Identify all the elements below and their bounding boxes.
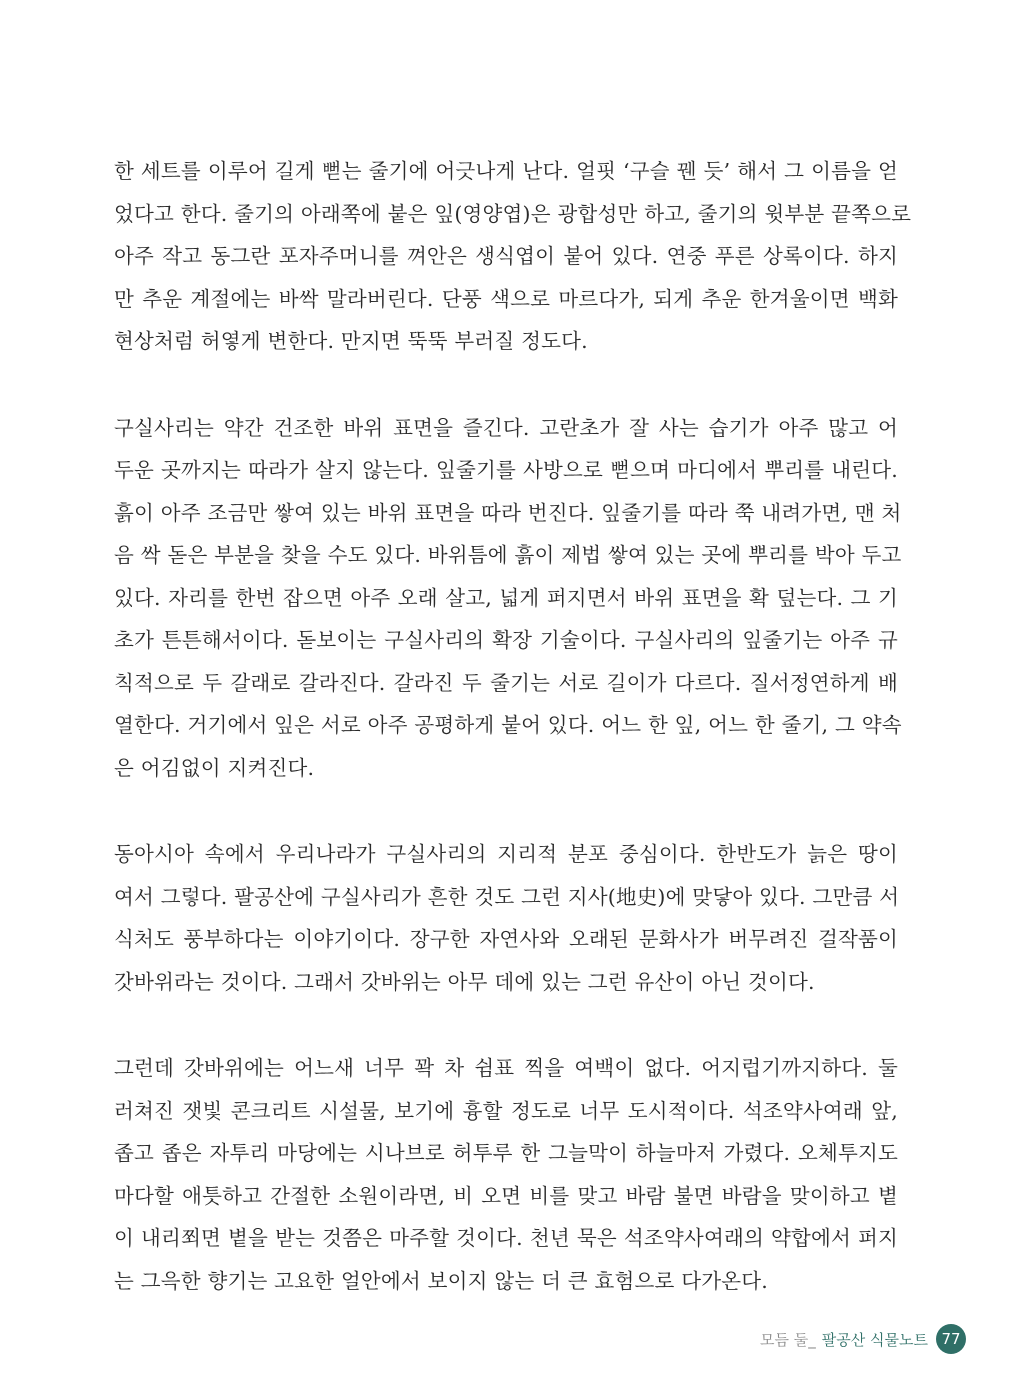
text-line: 는 그윽한 향기는 고요한 얼안에서 보이지 않는 더 큰 효험으로 다가온다. [114, 1268, 768, 1293]
paragraph-3 [114, 833, 898, 1003]
text-line: 구실사리는 약간 건조한 바위 표면을 즐긴다. 고란초가 잘 사는 습기가 아주 많고 어 [114, 415, 898, 440]
text-line: 마다할 애틋하고 간절한 소원이라면, 비 오면 비를 맞고 바람 불면 바람을 맞이하고 볕 [114, 1183, 898, 1208]
text-line: 갓바위라는 것이다. 그래서 갓바위는 아무 데에 있는 그런 유산이 아닌 것이다. [114, 969, 815, 994]
text-line: 동아시아 속에서 우리나라가 구실사리의 지리적 분포 중심이다. 한반도가 늙은 땅이 [114, 842, 898, 866]
text-line: 그런데 갓바위에는 어느새 너무 꽉 차 쉼표 찍을 여백이 없다. 어지럽기까지하다. 둘 [114, 1056, 898, 1080]
text-line: 칙적으로 두 갈래로 갈라진다. 갈라진 두 줄기는 서로 길이가 다르다. 질서정연하게 배 [114, 670, 898, 695]
section-label: 모듬 둘_ [760, 1330, 816, 1349]
text-line: 열한다. 거기에서 잎은 서로 아주 공평하게 붙어 있다. 어느 한 잎, 어느 한 줄기, 그 약속 [114, 713, 902, 737]
paragraph-2 [114, 407, 902, 790]
text-line: 은 어김없이 지켜진다. [114, 755, 315, 780]
text-line: 여서 그렇다. 팔공산에 구실사리가 흔한 것도 그런 지사(地史)에 맞닿아 있다. 그만큼 서 [114, 884, 900, 909]
text-line: 이 내리쬐면 볕을 받는 것쯤은 마주할 것이다. 천년 묵은 석조약사여래의 약합에서 퍼지 [114, 1226, 898, 1250]
page-footer [760, 1322, 966, 1356]
page-number-badge: 77 [936, 1324, 966, 1354]
body-text [114, 150, 912, 1302]
text-line: 한 세트를 이루어 길게 뻗는 줄기에 어긋나게 난다. 얼핏 ‘구슬 꿴 듯’ 해서 그 이름을 얻 [114, 159, 898, 183]
text-line: 음 싹 돋은 부분을 찾을 수도 있다. 바위틈에 흙이 제법 쌓여 있는 곳에 뿌리를 박아 두고 [114, 543, 902, 567]
text-line: 었다고 한다. 줄기의 아래쪽에 붙은 잎(영양엽)은 광합성만 하고, 줄기의 윗부분 끝쪽으로 [114, 201, 912, 226]
text-line: 아주 작고 동그란 포자주머니를 껴안은 생식엽이 붙어 있다. 연중 푸른 상록이다. 하지 [114, 244, 898, 268]
text-line: 초가 튼튼해서이다. 돋보이는 구실사리의 확장 기술이다. 구실사리의 잎줄기는 아주 규 [114, 628, 898, 652]
text-line: 러쳐진 잿빛 콘크리트 시설물, 보기에 흉할 정도로 너무 도시적이다. 석조약사여래 앞, [114, 1098, 898, 1123]
text-line: 두운 곳까지는 따라가 살지 않는다. 잎줄기를 사방으로 뻗으며 마디에서 뿌리를 내린다. [114, 458, 898, 482]
text-line: 식처도 풍부하다는 이야기이다. 장구한 자연사와 오래된 문화사가 버무려진 걸작품이 [114, 927, 898, 951]
text-line: 만 추운 계절에는 바싹 말라버린다. 단풍 색으로 마르다가, 되게 추운 한겨울이면 백화 [114, 286, 898, 311]
paragraph-4 [114, 1047, 898, 1302]
paragraph-1 [114, 150, 912, 363]
text-line: 흙이 아주 조금만 쌓여 있는 바위 표면을 따라 번진다. 잎줄기를 따라 쭉 내려가면, 맨 처 [114, 500, 902, 525]
text-line: 있다. 자리를 한번 잡으면 아주 오래 살고, 넓게 퍼지면서 바위 표면을 확 덮는다. 그 기 [114, 585, 898, 610]
book-title: 팔공산 식물노트 [821, 1330, 928, 1349]
text-line: 현상처럼 허옇게 변한다. 만지면 뚝뚝 부러질 정도다. [114, 329, 588, 353]
text-line: 좁고 좁은 자투리 마당에는 시나브로 허투루 한 그늘막이 하늘마저 가렸다. 오체투지도 [114, 1141, 898, 1165]
